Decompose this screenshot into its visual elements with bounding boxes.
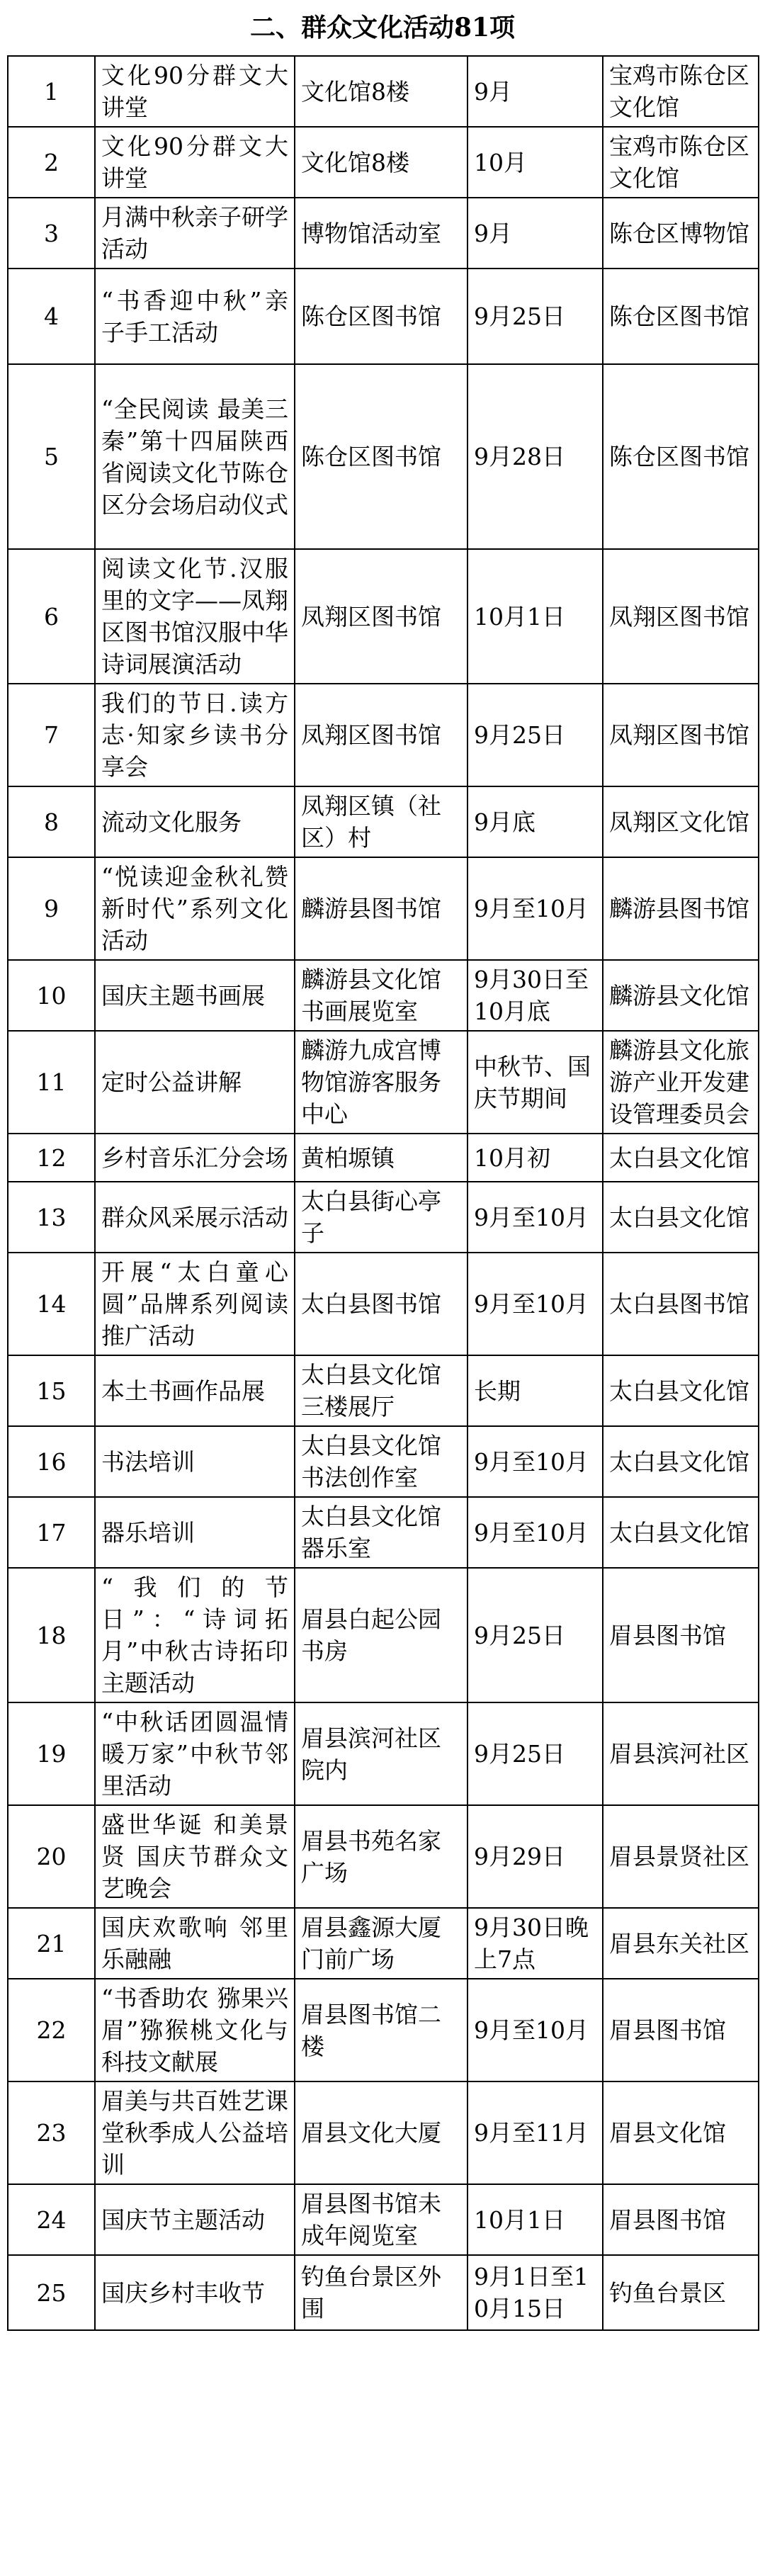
table-row: [8, 1702, 759, 1805]
table-row: [8, 2081, 759, 2184]
activity-venue: 博物馆活动室: [295, 198, 468, 269]
activity-name: 器乐培训: [95, 1497, 295, 1568]
table-row: [8, 364, 759, 549]
activity-time: 9月至10月: [468, 1979, 603, 2081]
activity-number: 20: [8, 1805, 95, 1908]
table-row: [8, 1253, 759, 1355]
activity-table: [7, 55, 759, 2331]
activity-venue: 太白县文化馆三楼展厅: [295, 1355, 468, 1426]
activity-organizer: 太白县文化馆: [603, 1426, 759, 1497]
activity-number: 19: [8, 1702, 95, 1805]
activity-number: 15: [8, 1355, 95, 1426]
activity-venue: 麟游九成宫博物馆游客服务中心: [295, 1031, 468, 1134]
activity-time: 10月1日: [468, 2184, 603, 2255]
activity-name: 国庆节主题活动: [95, 2184, 295, 2255]
activity-venue: 太白县图书馆: [295, 1253, 468, 1355]
activity-number: 13: [8, 1182, 95, 1253]
activity-time: 9月1日至10月15日: [468, 2255, 603, 2330]
activity-name: 乡村音乐汇分会场: [95, 1134, 295, 1182]
activity-organizer: 麟游县文化旅游产业开发建设管理委员会: [603, 1031, 759, 1134]
activity-venue: 眉县图书馆未成年阅览室: [295, 2184, 468, 2255]
activity-venue: 陈仓区图书馆: [295, 364, 468, 549]
table-row: [8, 1979, 759, 2081]
activity-organizer: 眉县文化馆: [603, 2081, 759, 2184]
activity-name: 群众风采展示活动: [95, 1182, 295, 1253]
activity-name: 书法培训: [95, 1426, 295, 1497]
activity-name: 本土书画作品展: [95, 1355, 295, 1426]
activity-name: “悦读迎金秋礼赞新时代”系列文化活动: [95, 857, 295, 960]
activity-number: 5: [8, 364, 95, 549]
activity-time: 9月至10月: [468, 1426, 603, 1497]
activity-organizer: 眉县图书馆: [603, 2184, 759, 2255]
activity-name: 盛世华诞 和美景贤 国庆节群众文艺晚会: [95, 1805, 295, 1908]
activity-organizer: 麟游县文化馆: [603, 960, 759, 1031]
activity-organizer: 麟游县图书馆: [603, 857, 759, 960]
table-row: [8, 549, 759, 684]
table-row: [8, 269, 759, 364]
table-row: [8, 56, 759, 127]
activity-organizer: 太白县图书馆: [603, 1253, 759, 1355]
table-row: [8, 857, 759, 960]
activity-venue: 眉县书苑名家广场: [295, 1805, 468, 1908]
activity-organizer: 钓鱼台景区: [603, 2255, 759, 2330]
activity-name: “书香迎中秋”亲子手工活动: [95, 269, 295, 364]
activity-number: 23: [8, 2081, 95, 2184]
activity-name: “中秋话团圆温情暖万家”中秋节邻里活动: [95, 1702, 295, 1805]
activity-number: 25: [8, 2255, 95, 2330]
activity-number: 8: [8, 786, 95, 857]
activity-organizer: 凤翔区图书馆: [603, 684, 759, 786]
activity-time: 9月底: [468, 786, 603, 857]
table-row: [8, 198, 759, 269]
activity-number: 16: [8, 1426, 95, 1497]
activity-time: 10月1日: [468, 549, 603, 684]
activity-organizer: 眉县图书馆: [603, 1568, 759, 1702]
table-row: [8, 1426, 759, 1497]
activity-venue: 麟游县图书馆: [295, 857, 468, 960]
activity-name: “书香助农 猕果兴眉”猕猴桃文化与科技文献展: [95, 1979, 295, 2081]
activity-name: 国庆欢歌响 邻里乐融融: [95, 1908, 295, 1979]
activity-organizer: 太白县文化馆: [603, 1497, 759, 1568]
activity-time: 长期: [468, 1355, 603, 1426]
table-row: [8, 684, 759, 786]
table-row: [8, 1355, 759, 1426]
activity-time: 9月: [468, 56, 603, 127]
activity-time: 9月至10月: [468, 1182, 603, 1253]
activity-time: 10月初: [468, 1134, 603, 1182]
table-row: [8, 1908, 759, 1979]
activity-name: 定时公益讲解: [95, 1031, 295, 1134]
activity-time: 9月25日: [468, 1568, 603, 1702]
activity-organizer: 太白县文化馆: [603, 1182, 759, 1253]
activity-table-body: [8, 56, 759, 2330]
activity-organizer: 眉县景贤社区: [603, 1805, 759, 1908]
activity-number: 3: [8, 198, 95, 269]
activity-time: 9月28日: [468, 364, 603, 549]
activity-organizer: 凤翔区文化馆: [603, 786, 759, 857]
activity-name: 阅读文化节.汉服里的文字——凤翔区图书馆汉服中华诗词展演活动: [95, 549, 295, 684]
activity-organizer: 陈仓区图书馆: [603, 269, 759, 364]
activity-number: 6: [8, 549, 95, 684]
activity-organizer: 太白县文化馆: [603, 1355, 759, 1426]
table-row: [8, 1182, 759, 1253]
activity-organizer: 陈仓区图书馆: [603, 364, 759, 549]
activity-venue: 太白县文化馆器乐室: [295, 1497, 468, 1568]
table-row: [8, 786, 759, 857]
activity-number: 14: [8, 1253, 95, 1355]
activity-number: 24: [8, 2184, 95, 2255]
activity-venue: 眉县图书馆二楼: [295, 1979, 468, 2081]
activity-name: 月满中秋亲子研学活动: [95, 198, 295, 269]
table-row: [8, 127, 759, 198]
activity-name: 眉美与共百姓艺课堂秋季成人公益培训: [95, 2081, 295, 2184]
activity-number: 10: [8, 960, 95, 1031]
activity-venue: 钓鱼台景区外围: [295, 2255, 468, 2330]
section-title: 二、群众文化活动81项: [249, 13, 516, 43]
activity-venue: 眉县白起公园书房: [295, 1568, 468, 1702]
activity-number: 22: [8, 1979, 95, 2081]
activity-time: 10月: [468, 127, 603, 198]
activity-number: 9: [8, 857, 95, 960]
activity-organizer: 眉县东关社区: [603, 1908, 759, 1979]
activity-time: 9月至10月: [468, 857, 603, 960]
table-row: [8, 960, 759, 1031]
table-row: [8, 1497, 759, 1568]
activity-venue: 凤翔区图书馆: [295, 684, 468, 786]
table-row: [8, 1805, 759, 1908]
activity-number: 2: [8, 127, 95, 198]
activity-number: 7: [8, 684, 95, 786]
activity-number: 17: [8, 1497, 95, 1568]
table-row: [8, 1568, 759, 1702]
activity-organizer: 凤翔区图书馆: [603, 549, 759, 684]
activity-venue: 凤翔区图书馆: [295, 549, 468, 684]
activity-name: 开展“太白童心圆”品牌系列阅读推广活动: [95, 1253, 295, 1355]
activity-time: 9月29日: [468, 1805, 603, 1908]
activity-time: 9月至10月: [468, 1497, 603, 1568]
table-row: [8, 2255, 759, 2330]
activity-venue: 太白县文化馆书法创作室: [295, 1426, 468, 1497]
activity-time: 9月至11月: [468, 2081, 603, 2184]
activity-organizer: 眉县滨河社区: [603, 1702, 759, 1805]
activity-organizer: 陈仓区博物馆: [603, 198, 759, 269]
activity-organizer: 太白县文化馆: [603, 1134, 759, 1182]
activity-time: 9月25日: [468, 1702, 603, 1805]
activity-number: 18: [8, 1568, 95, 1702]
activity-time: 9月25日: [468, 684, 603, 786]
activity-name: 国庆主题书画展: [95, 960, 295, 1031]
activity-name: 我们的节日.读方志·知家乡读书分享会: [95, 684, 295, 786]
activity-venue: 眉县滨河社区院内: [295, 1702, 468, 1805]
activity-organizer: 宝鸡市陈仓区文化馆: [603, 56, 759, 127]
activity-name: 国庆乡村丰收节: [95, 2255, 295, 2330]
activity-time: 9月30日至10月底: [468, 960, 603, 1031]
activity-organizer: 宝鸡市陈仓区文化馆: [603, 127, 759, 198]
activity-name: 文化90分群文大讲堂: [95, 127, 295, 198]
activity-venue: 陈仓区图书馆: [295, 269, 468, 364]
table-row: [8, 1134, 759, 1182]
activity-venue: 文化馆8楼: [295, 56, 468, 127]
activity-time: 9月至10月: [468, 1253, 603, 1355]
activity-name: 流动文化服务: [95, 786, 295, 857]
activity-name: 文化90分群文大讲堂: [95, 56, 295, 127]
table-row: [8, 1031, 759, 1134]
activity-venue: 凤翔区镇（社区）村: [295, 786, 468, 857]
activity-time: 9月: [468, 198, 603, 269]
activity-number: 21: [8, 1908, 95, 1979]
activity-number: 11: [8, 1031, 95, 1134]
activity-time: 9月25日: [468, 269, 603, 364]
activity-venue: 文化馆8楼: [295, 127, 468, 198]
activity-number: 1: [8, 56, 95, 127]
activity-venue: 眉县文化大厦: [295, 2081, 468, 2184]
activity-organizer: 眉县图书馆: [603, 1979, 759, 2081]
activity-time: 中秋节、国庆节期间: [468, 1031, 603, 1134]
activity-venue: 眉县鑫源大厦门前广场: [295, 1908, 468, 1979]
activity-venue: 麟游县文化馆书画展览室: [295, 960, 468, 1031]
activity-name: “我们的节日”：“诗词拓月”中秋古诗拓印主题活动: [95, 1568, 295, 1702]
activity-time: 9月30日晚上7点: [468, 1908, 603, 1979]
activity-number: 4: [8, 269, 95, 364]
activity-venue: 黄柏塬镇: [295, 1134, 468, 1182]
activity-number: 12: [8, 1134, 95, 1182]
table-row: [8, 2184, 759, 2255]
activity-name: “全民阅读 最美三秦”第十四届陕西省阅读文化节陈仓区分会场启动仪式: [95, 364, 295, 549]
activity-venue: 太白县街心亭子: [295, 1182, 468, 1253]
